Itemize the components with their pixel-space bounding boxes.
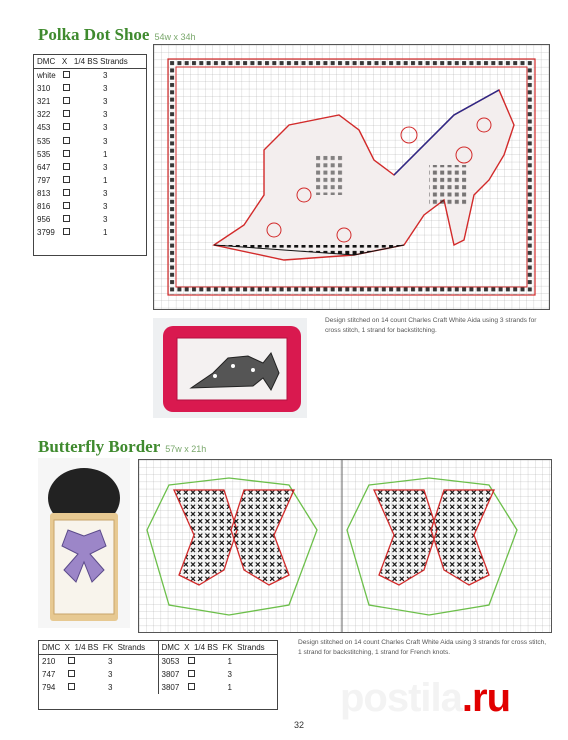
strands-count: 3 [108, 683, 113, 693]
key-row [34, 161, 146, 174]
stitch-symbol-icon [188, 657, 228, 666]
chart-grid [139, 460, 551, 632]
key-header-left: DMC X 1/4 BS FK Strands [39, 641, 158, 655]
key-header: DMC X 1/4 BS Strands [34, 55, 146, 69]
strands-count: 3 [103, 84, 108, 94]
strands-count: 3 [227, 670, 232, 680]
stitch-symbol-icon [188, 670, 228, 679]
strands-count: 1 [227, 657, 232, 667]
strands-count: 3 [103, 136, 108, 146]
key-row [159, 681, 278, 694]
butterfly-color-key-table [38, 640, 278, 710]
dmc-number: 813 [37, 188, 51, 198]
stitch-symbol-icon [63, 123, 103, 132]
stitch-symbol-icon [68, 657, 108, 666]
dmc-number: 210 [42, 657, 56, 667]
polka-dot-shoe-chart [153, 44, 550, 310]
strands-count: 1 [103, 175, 108, 185]
stitch-symbol-icon [63, 176, 103, 185]
watermark-tld: .ru [461, 676, 511, 720]
key-rows [34, 69, 146, 239]
watermark-brand: postila [340, 676, 462, 720]
key-row [34, 148, 146, 161]
stitch-symbol-icon [63, 163, 103, 172]
strands-count: 3 [103, 162, 108, 172]
pattern-title-polka-dot-shoe [38, 25, 196, 45]
strands-count: 3 [108, 657, 113, 667]
stitch-symbol-icon [63, 150, 103, 159]
key-row [34, 121, 146, 134]
strands-count: 3 [103, 123, 108, 133]
strands-count: 3 [108, 670, 113, 680]
title-text: Polka Dot Shoe [38, 25, 150, 44]
stitch-symbol-icon [63, 228, 103, 237]
stitch-symbol-icon [68, 670, 108, 679]
dmc-number: 3807 [161, 683, 180, 693]
pattern-title-butterfly-border [38, 437, 206, 457]
key-row [34, 134, 146, 147]
key-row [39, 655, 158, 668]
key-row [34, 226, 146, 239]
stitch-symbol-icon [63, 137, 103, 146]
strands-count: 3 [103, 71, 108, 81]
pattern-dimensions: 54w x 34h [154, 32, 196, 42]
postila-watermark [340, 676, 510, 721]
dmc-number: white [37, 71, 56, 81]
key-row [34, 174, 146, 187]
pattern-dimensions: 57w x 21h [165, 444, 207, 454]
key-row [159, 668, 278, 681]
dmc-number: 747 [42, 670, 56, 680]
stitch-symbol-icon [68, 683, 108, 692]
shoe-pillow-photo [153, 318, 307, 418]
stitch-symbol-icon [63, 97, 103, 106]
key-rows-right [158, 655, 278, 694]
key-row [34, 95, 146, 108]
stitch-symbol-icon [63, 202, 103, 211]
key-header-row [39, 641, 277, 655]
strands-count: 3 [103, 97, 108, 107]
key-header-right: DMC X 1/4 BS FK Strands [158, 641, 278, 655]
color-key-table [33, 54, 147, 256]
strands-count: 1 [103, 149, 108, 159]
stitch-symbol-icon [63, 110, 103, 119]
butterfly-border-chart [138, 459, 552, 633]
title-text: Butterfly Border [38, 437, 161, 456]
key-body [39, 655, 277, 694]
stitch-symbol-icon [63, 189, 103, 198]
key-row [34, 213, 146, 226]
page-number: 32 [294, 720, 305, 730]
stitch-symbol-icon [63, 84, 103, 93]
dmc-number: 322 [37, 110, 51, 120]
pattern2-caption: Design stitched on 14 count Charles Craft White Aida using 3 strands for cross stitch, 1 strand for backstitching, 1 strand for French knots. [298, 639, 547, 656]
strands-count: 3 [103, 110, 108, 120]
key-row [34, 187, 146, 200]
chart-grid [154, 45, 549, 309]
stitch-symbol-icon [63, 71, 103, 80]
strands-count: 1 [227, 683, 232, 693]
stitch-symbol-icon [188, 683, 228, 692]
dmc-number: 321 [37, 97, 51, 107]
key-row [34, 200, 146, 213]
strands-count: 3 [103, 215, 108, 225]
strands-count: 3 [103, 188, 108, 198]
butterfly-spool-photo [38, 458, 130, 628]
dmc-number: 3053 [161, 657, 180, 667]
dmc-number: 535 [37, 149, 51, 159]
key-row [34, 69, 146, 82]
dmc-number: 794 [42, 683, 56, 693]
key-row [39, 668, 158, 681]
strands-count: 1 [103, 228, 108, 238]
dmc-number: 956 [37, 215, 51, 225]
dmc-number: 3799 [37, 228, 55, 238]
dmc-number: 3807 [161, 670, 180, 680]
dmc-number: 797 [37, 175, 51, 185]
dmc-number: 310 [37, 84, 51, 94]
key-row [34, 82, 146, 95]
key-row [159, 655, 278, 668]
key-rows-left [39, 655, 158, 694]
stitch-symbol-icon [63, 215, 103, 224]
dmc-number: 453 [37, 123, 51, 133]
key-row [34, 108, 146, 121]
strands-count: 3 [103, 201, 108, 211]
dmc-number: 647 [37, 162, 51, 172]
key-row [39, 681, 158, 694]
dmc-number: 535 [37, 136, 51, 146]
pattern1-caption: Design stitched on 14 count Charles Craft White Aida using 3 strands for cross stitch, 1 strand for backstitching. [325, 317, 537, 334]
dmc-number: 816 [37, 201, 51, 211]
